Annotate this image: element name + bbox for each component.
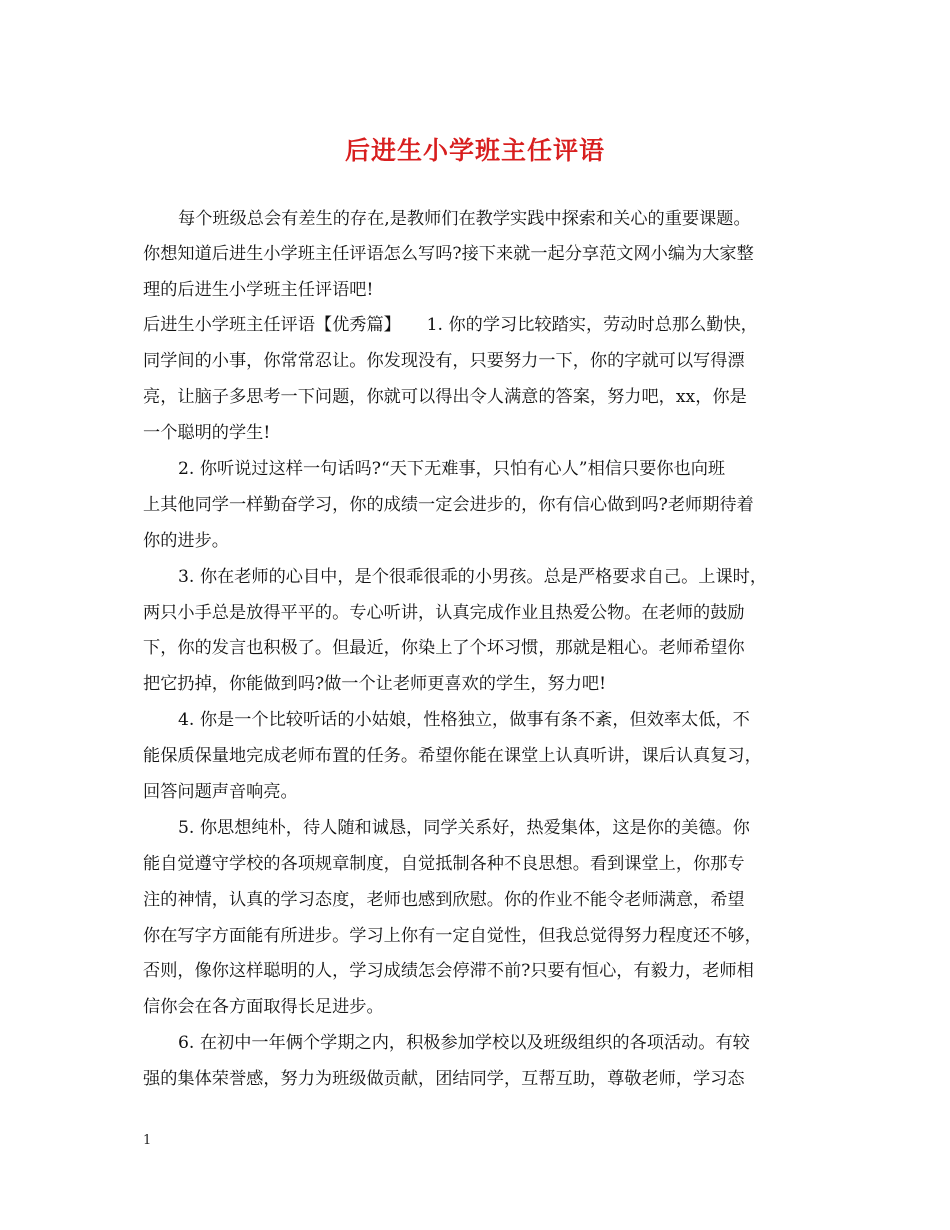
text-line: 两只小手总是放得平平的。专心听讲，认真完成作业且热爱公物。在老师的鼓励 [143,603,745,623]
text-line: 你在写字方面能有所进步。学习上你有一定自觉性，但我总觉得努力程度还不够， [143,926,762,946]
text-line: 否则，像你这样聪明的人，学习成绩怎会停滞不前?只要有恒心，有毅力，老师相 [143,961,754,981]
text-line: 6. 在初中一年俩个学期之内，积极参加学校以及班级组织的各项活动。有较 [178,1033,750,1053]
text-line: 把它扔掉，你能做到吗?做一个让老师更喜欢的学生，努力吧! [143,674,606,694]
text-line: 3. 你在老师的心目中，是个很乖很乖的小男孩。总是严格要求自己。上课时， [178,567,768,587]
text-line: 能保质保量地完成老师布置的任务。希望你能在课堂上认真听讲，课后认真复习， [143,746,762,766]
text-line: 你想知道后进生小学班主任评语怎么写吗?接下来就一起分享范文网小编为大家整 [143,244,754,264]
page-number: 1 [143,1133,152,1148]
document-title: 后进生小学班主任评语 [344,136,605,165]
text-line: 注的神情，认真的学习态度，老师也感到欣慰。你的作业不能令老师满意，希望 [143,890,745,910]
text-line: 理的后进生小学班主任评语吧! [143,280,374,300]
text-line: 信你会在各方面取得长足进步。 [143,997,384,1017]
text-line: 2. 你听说过这样一句话吗?“天下无难事，只怕有心人”相信只要你也向班 [178,459,726,479]
text-line: 一个聪明的学生! [143,423,271,443]
text-line: 下，你的发言也积极了。但最近，你染上了个坏习惯，那就是粗心。老师希望你 [143,638,745,658]
text-line: 每个班级总会有差生的存在,是教师们在教学实践中探索和关心的重要课题。 [178,209,751,229]
text-line: 同学间的小事，你常常忍让。你发现没有，只要努力一下，你的字就可以写得漂 [143,351,745,371]
text-line: 上其他同学一样勤奋学习，你的成绩一定会进步的，你有信心做到吗?老师期待着 [143,495,754,515]
text-line: 能自觉遵守学校的各项规章制度，自觉抵制各种不良思想。看到课堂上，你那专 [143,854,745,874]
text-line: 你的进步。 [143,531,229,551]
text-line: 强的集体荣誉感，努力为班级做贡献，团结同学，互帮互助，尊敬老师，学习态 [143,1069,745,1089]
text-line: 后进生小学班主任评语【优秀篇】 1. 你的学习比较踏实，劳动时总那么勤快， [143,315,758,335]
text-line: 5. 你思想纯朴，待人随和诚恳，同学关系好，热爱集体，这是你的美德。你 [178,818,750,838]
text-line: 4. 你是一个比较听话的小姑娘，性格独立，做事有条不紊，但效率太低，不 [178,710,750,730]
text-line: 回答问题声音响亮。 [143,782,298,802]
text-line: 亮，让脑子多思考一下问题，你就可以得出令人满意的答案，努力吧，xx，你是 [143,387,747,407]
